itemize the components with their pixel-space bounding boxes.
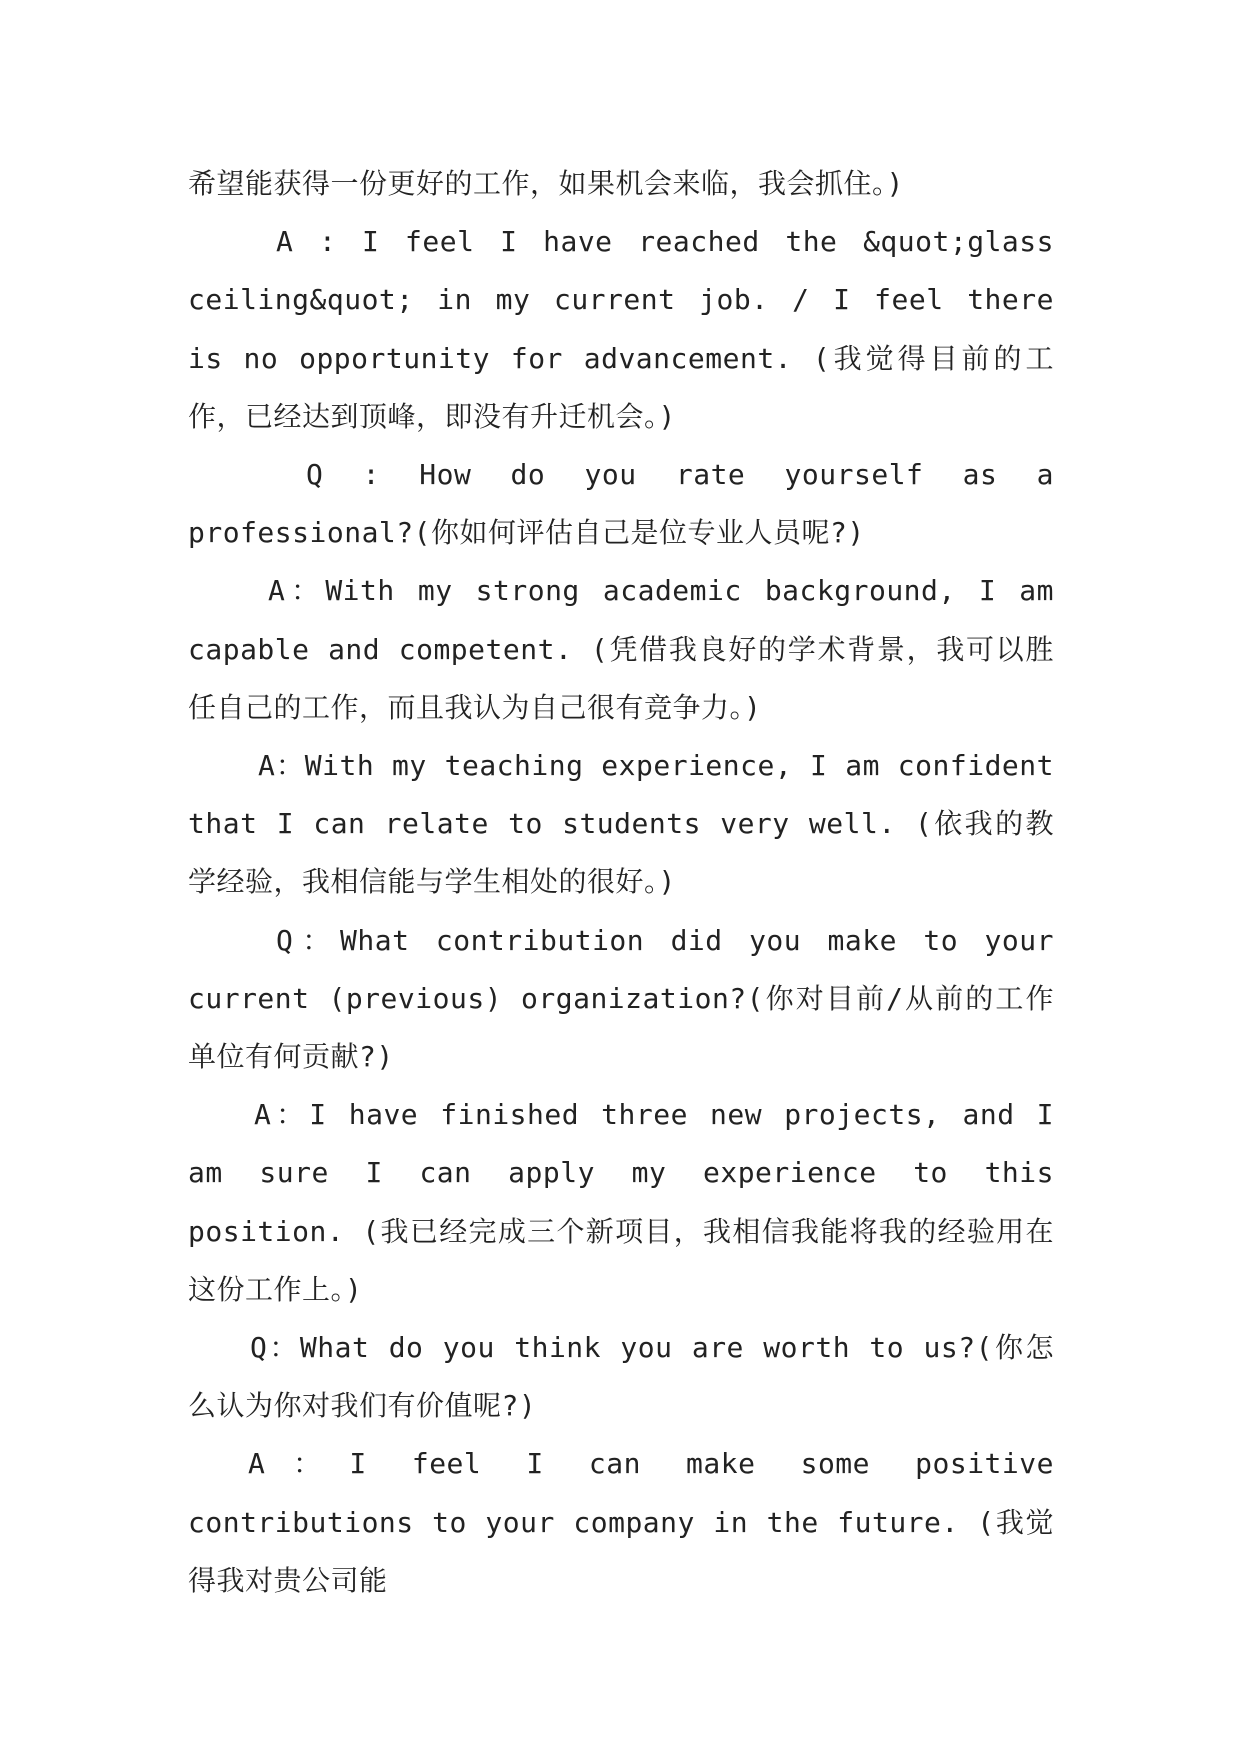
- answer-paragraph: A：With my strong academic background, I am capable and competent. (凭借我良好的学术背景，我可以胜任自己的工作，而且我认为自己很有竞争力。): [188, 574, 1054, 724]
- question-paragraph: Q : How do you rate yourself as a professional?(你如何评估自己是位专业人员呢?): [188, 458, 1054, 550]
- question-paragraph: Q：What contribution did you make to your current (previous) organization?(你对目前/从前的工作单位有何贡献?): [188, 923, 1054, 1074]
- answer-paragraph: A：I feel I can make some positive contributions to your company in the future. (我觉得我对贵公司能: [188, 1447, 1054, 1597]
- question-paragraph: Q：What do you think you are worth to us?(你怎么认为你对我们有价值呢?): [188, 1331, 1054, 1423]
- paragraph-continuation: 希望能获得一份更好的工作，如果机会来临，我会抓住。): [188, 167, 904, 200]
- answer-paragraph: A：With my teaching experience, I am confident that I can relate to students very well. (依我的教学经验，我相信能与学生相处的很好。): [188, 749, 1054, 899]
- answer-paragraph: A：I have finished three new projects, and I am sure I can apply my experience to this position. (我已经完成三个新项目，我相信我能将我的经验用在这份工作上。): [188, 1098, 1054, 1306]
- answer-paragraph: A : I feel I have reached the &quot;glass ceiling&quot; in my current job. / I feel there is no opportunity for advancement. (我觉得目前的工作，已经达到顶峰，即没有升迁机会。): [188, 225, 1054, 433]
- document-body: [188, 155, 1054, 1610]
